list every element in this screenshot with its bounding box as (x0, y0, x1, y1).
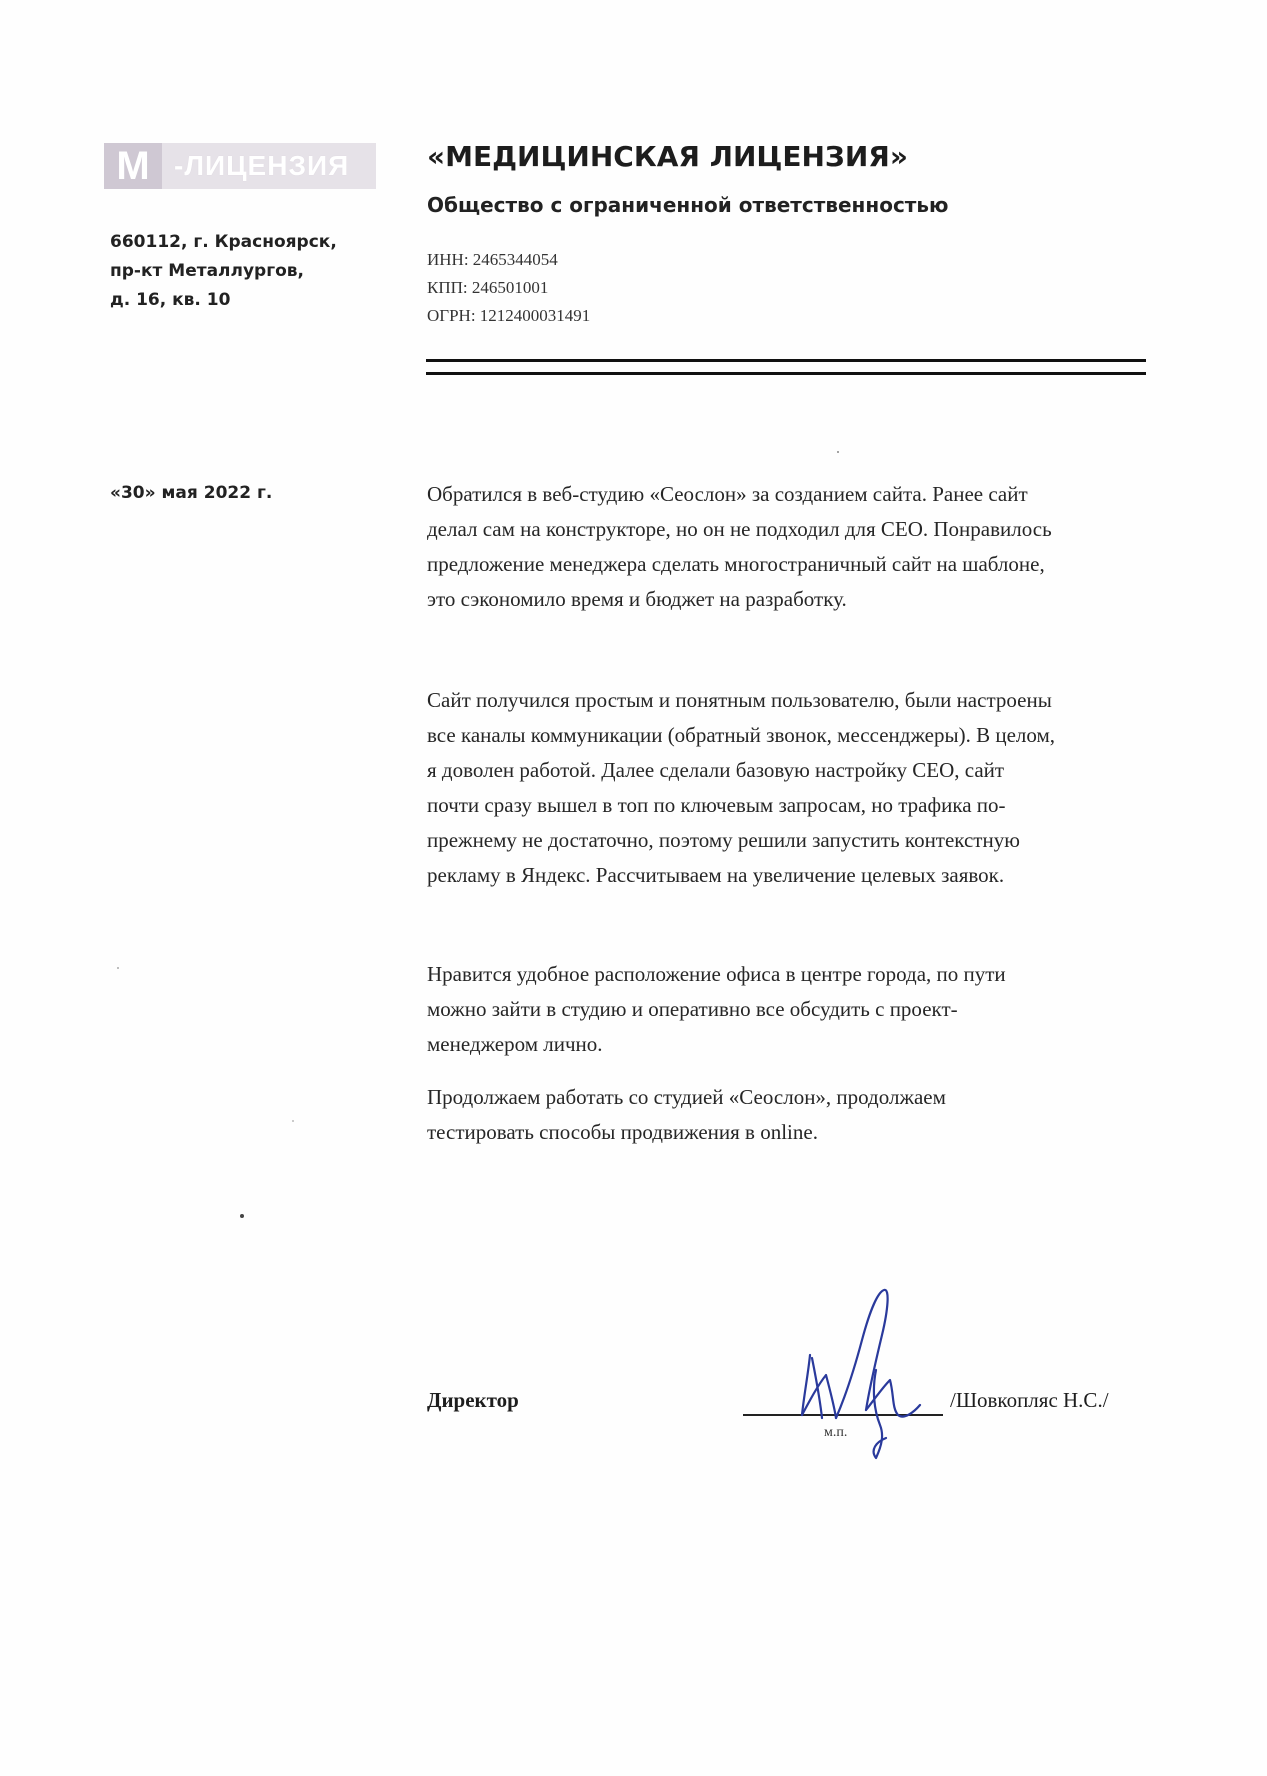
address-line: 660112, г. Красноярск, (110, 232, 337, 252)
text-line: тестировать способы продвижения в online. (427, 1120, 818, 1144)
body-paragraph-4 (427, 1080, 946, 1150)
handwritten-signature (790, 1280, 940, 1465)
text-line: рекламу в Яндекс. Рассчитываем на увеличение целевых заявок. (427, 863, 1005, 887)
header-rule-top (426, 359, 1146, 362)
header-rule-bottom (426, 372, 1146, 375)
scan-speck (292, 1120, 294, 1122)
organization-type: Общество с ограниченной ответственностью (427, 193, 949, 217)
body-paragraph-3 (427, 957, 1006, 1062)
text-line: делал сам на конструкторе, но он не подходил для СЕО. Понравилось (427, 517, 1052, 541)
text-line: Продолжаем работать со студией «Сеослон», продолжаем (427, 1085, 946, 1109)
address-line: д. 16, кв. 10 (110, 290, 231, 310)
scan-speck (837, 451, 839, 453)
scan-speck (117, 967, 119, 969)
signatory-name: /Шовкопляс Н.С./ (950, 1388, 1109, 1412)
text-line: можно зайти в студию и оперативно все обсудить с проект- (427, 997, 958, 1021)
inn-number: ИНН: 2465344054 (427, 250, 558, 269)
stamp-placeholder: м.п. (824, 1425, 848, 1440)
text-line: прежнему не достаточно, поэтому решили запустить контекстную (427, 828, 1020, 852)
address-line: пр-кт Металлургов, (110, 261, 304, 281)
text-line: это сэкономило время и бюджет на разработку. (427, 587, 847, 611)
scan-speck (240, 1214, 244, 1218)
logo-mark: М (104, 143, 162, 189)
text-line: почти сразу вышел в топ по ключевым запросам, но трафика по- (427, 793, 1006, 817)
text-line: Сайт получился простым и понятным пользователю, были настроены (427, 688, 1052, 712)
text-line: все каналы коммуникации (обратный звонок, мессенджеры). В целом, (427, 723, 1056, 747)
company-address (110, 228, 370, 315)
kpp-number: КПП: 246501001 (427, 278, 549, 297)
body-paragraph-1 (427, 477, 1052, 617)
organization-name: «МЕДИЦИНСКАЯ ЛИЦЕНЗИЯ» (427, 140, 908, 173)
ogrn-number: ОГРН: 1212400031491 (427, 306, 591, 325)
logo-text: -ЛИЦЕНЗИЯ (174, 150, 350, 181)
text-line: я доволен работой. Далее сделали базовую настройку СЕО, сайт (427, 758, 1005, 782)
text-line: менеджером лично. (427, 1032, 603, 1056)
text-line: предложение менеджера сделать многостраничный сайт на шаблоне, (427, 552, 1045, 576)
text-line: Обратился в веб-студию «Сеослон» за созданием сайта. Ранее сайт (427, 482, 1028, 506)
body-paragraph-2 (427, 683, 1055, 893)
text-line: Нравится удобное расположение офиса в центре города, по пути (427, 962, 1006, 986)
letter-date: «30» мая 2022 г. (110, 483, 273, 503)
company-logo (104, 143, 376, 189)
signatory-title: Директор (427, 1388, 519, 1412)
company-requisites (427, 246, 590, 330)
